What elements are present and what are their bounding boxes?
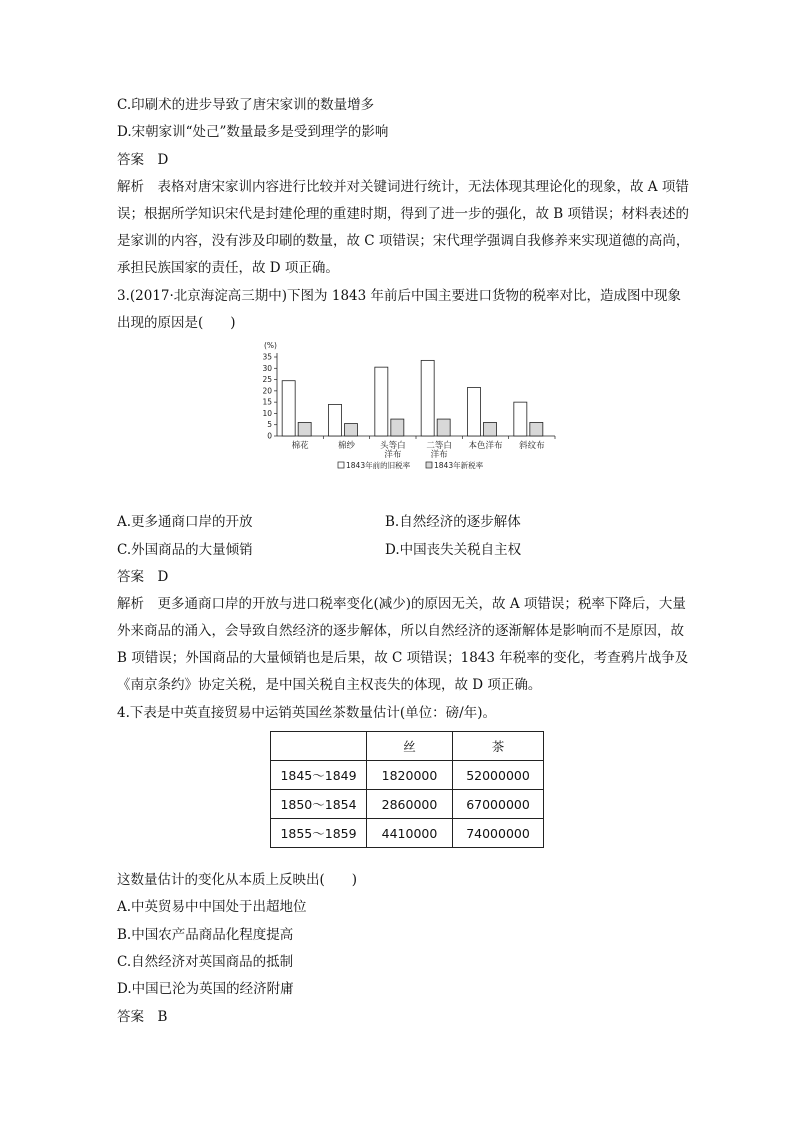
q2-analysis-line-1: 解析 表格对唐宋家训内容进行比较并对关键词进行统计，无法体现其理论化的现象，故 A 项错 [117, 179, 689, 195]
q3-option-d: D.中国丧失关税自主权 [385, 542, 522, 558]
x-tick-label: 二等白 [426, 441, 452, 451]
q3-option-a: A.更多通商口岸的开放 [117, 514, 253, 530]
q2-analysis-line-2: 误；根据所学知识宋代是封建伦理的重建时期，得到了进一步的强化，故 B 项错误；材料表述的 [117, 206, 690, 222]
table-row [271, 790, 544, 819]
legend-swatch [338, 462, 344, 468]
q2-option-d: D.宋朝家训“处己”数量最多是受到理学的影响 [117, 124, 389, 140]
y-axis-unit-label: (%) [264, 341, 277, 350]
x-tick-label: 斜纹布 [519, 441, 545, 451]
table-cell: 1855～1859 [271, 819, 367, 848]
bar [391, 419, 404, 436]
table-cell: 52000000 [453, 761, 544, 790]
x-tick-label: 头等白 [380, 441, 406, 451]
bar [282, 381, 295, 436]
q2-analysis-line-4: 承担民族国家的责任，故 D 项正确。 [117, 260, 339, 276]
bar [530, 422, 543, 436]
legend-swatch [426, 462, 432, 468]
table-cell: 4410000 [367, 819, 453, 848]
q3-analysis-line-2: 外来商品的涌入，会导致自然经济的逐步解体，所以自然经济的逐渐解体是影响而不是原因，故 [117, 623, 684, 639]
q2-option-c: C.印刷术的进步导致了唐宋家训的数量增多 [117, 97, 375, 113]
legend-label: 1843年前的旧税率 [346, 461, 411, 470]
q4-option-a: A.中英贸易中中国处于出超地位 [117, 899, 307, 915]
tax-rate-bar-chart [250, 340, 580, 480]
y-tick-label: 10 [262, 408, 272, 418]
x-tick-label: 棉花 [291, 441, 309, 451]
q2-analysis-line-3: 是家训的内容，没有涉及印刷的数量，故 C 项错误；宋代理学强调自我修养来实现道德的高尚， [117, 233, 690, 249]
table-cell: 1820000 [367, 761, 453, 790]
y-tick-label: 15 [262, 397, 272, 407]
bar [468, 387, 481, 436]
silk-tea-table [270, 731, 544, 848]
q3-analysis-line-4: 《南京条约》协定关税，是中国关税自主权丧失的体现，故 D 项正确。 [117, 677, 542, 693]
table-cell: 1850～1854 [271, 790, 367, 819]
bar [421, 360, 434, 436]
q4-stem: 4.下表是中英直接贸易中运销英国丝茶数量估计(单位：磅/年)。 [117, 705, 496, 721]
table-header-cell: 茶 [453, 732, 544, 761]
q3-analysis-line-3: B 项错误；外国商品的大量倾销也是后果，故 C 项错误；1843 年税率的变化，考查鸦片战争及 [117, 650, 689, 666]
bar [514, 402, 527, 436]
q4-option-b: B.中国农产品商品化程度提高 [117, 927, 294, 943]
table-row [271, 761, 544, 790]
bar [437, 419, 450, 436]
q2-answer: 答案 D [117, 152, 169, 168]
bar [484, 422, 497, 436]
y-tick-label: 0 [267, 431, 272, 441]
q4-option-d: D.中国已沦为英国的经济附庸 [117, 981, 294, 997]
y-tick-label: 20 [262, 386, 272, 396]
table-header-cell [271, 732, 367, 761]
table-cell: 1845～1849 [271, 761, 367, 790]
q3-option-c: C.外国商品的大量倾销 [117, 542, 253, 558]
y-tick-label: 30 [262, 363, 272, 373]
q4-question: 这数量估计的变化从本质上反映出( ) [117, 872, 358, 888]
table-cell: 67000000 [453, 790, 544, 819]
bar [375, 367, 388, 436]
x-tick-label: 本色洋布 [468, 441, 503, 451]
table-row [271, 819, 544, 848]
q3-option-b: B.自然经济的逐步解体 [385, 514, 521, 530]
table-header-row [271, 732, 544, 761]
q3-answer: 答案 D [117, 569, 169, 585]
x-tick-label: 棉纱 [337, 441, 356, 451]
bar [345, 424, 358, 436]
q3-analysis-line-1: 解析 更多通商口岸的开放与进口税率变化(减少)的原因无关，故 A 项错误；税率下降后，大量 [117, 596, 686, 612]
table-cell: 74000000 [453, 819, 544, 848]
y-tick-label: 25 [262, 375, 272, 385]
y-tick-label: 35 [262, 352, 272, 362]
table-cell: 2860000 [367, 790, 453, 819]
y-tick-label: 5 [267, 420, 272, 430]
x-tick-label: 洋布 [430, 450, 448, 460]
q3-stem-line-1: 3.(2017·北京海淀高三期中)下图为 1843 年前后中国主要进口货物的税率对比，造成图中现象 [117, 288, 681, 304]
bar [329, 404, 342, 436]
legend-label: 1843年新税率 [434, 461, 484, 470]
q4-option-c: C.自然经济对英国商品的抵制 [117, 954, 294, 970]
table-header-cell: 丝 [367, 732, 453, 761]
q3-stem-line-2: 出现的原因是( ) [117, 315, 236, 331]
bar [298, 422, 311, 436]
q4-answer: 答案 B [117, 1009, 168, 1025]
x-tick-label: 洋布 [384, 450, 402, 460]
